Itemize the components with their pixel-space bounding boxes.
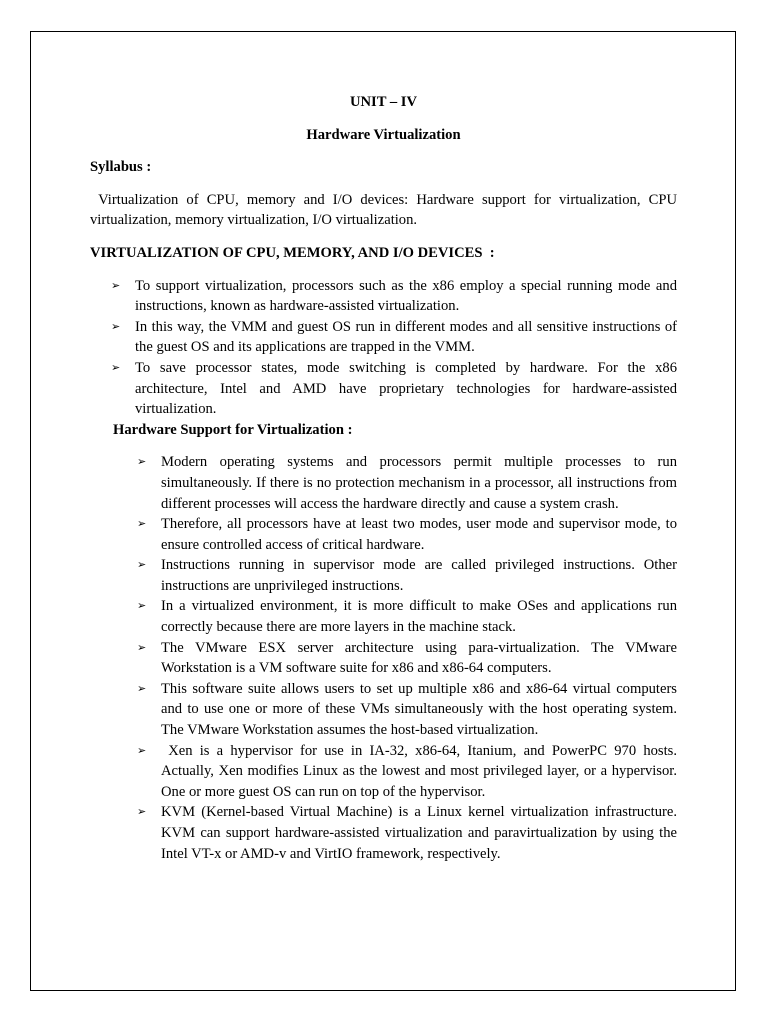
- list-item: ➢ Instructions running in supervisor mode are called privileged instructions. Other instructions are unprivileged instructions.: [137, 557, 677, 594]
- syllabus-label: Syllabus :: [90, 159, 152, 176]
- list-item: ➢ In a virtualized environment, it is more difficult to make OSes and applications run correctly because there are more layers in the machine stack.: [137, 598, 677, 636]
- hardware-support-bullet-list: [90, 452, 681, 864]
- arrowhead-bullet-icon: ➢: [111, 360, 121, 374]
- list-item: ➢ The VMware ESX server architecture using para-virtualization. The VMware Workstation is a VM software suite for x86 and x86-64 computers.: [137, 639, 677, 677]
- unit-title: UNIT – IV: [349, 94, 418, 110]
- arrowhead-bullet-icon: ➢: [137, 455, 147, 469]
- list-item: ➢ To support virtualization, processors such as the x86 employ a special running mode and instructions, known as hardware-assisted virtualization.: [111, 277, 677, 315]
- section-heading: VIRTUALIZATION OF CPU, MEMORY, AND I/O DEVICES :: [90, 244, 495, 261]
- arrowhead-bullet-icon: ➢: [137, 599, 147, 613]
- arrowhead-bullet-icon: ➢: [137, 681, 147, 695]
- list-item: ➢ Xen is a hypervisor for use in IA-32, x86-64, Itanium, and PowerPC 970 hosts. Actually, Xen modifies Linux as the lowest and most privileged layer, or a hypervisor. One or more guest OS can run on top of the hypervisor.: [137, 742, 681, 800]
- hardware-support-heading: Hardware Support for Virtualization :: [113, 421, 353, 438]
- list-item: ➢ Therefore, all processors have at least two modes, user mode and supervisor mode, to ensure controlled access of critical hardware.: [137, 516, 677, 553]
- syllabus-text: Virtualization of CPU, memory and I/O devices: Hardware support for virtualization, CPU virtualization, memory virtualization, I/O virtualization.: [90, 191, 681, 229]
- document-body: [90, 92, 681, 864]
- arrowhead-bullet-icon: ➢: [137, 743, 147, 757]
- list-item: ➢ To save processor states, mode switching is completed by hardware. For the x86 architecture, Intel and AMD have proprietary technologies for hardware-assisted virtualization.: [111, 359, 677, 418]
- list-item: ➢ In this way, the VMM and guest OS run in different modes and all sensitive instructions of the guest OS and its applications are trapped in the VMM.: [111, 318, 677, 356]
- arrowhead-bullet-icon: ➢: [111, 319, 121, 333]
- arrowhead-bullet-icon: ➢: [137, 558, 147, 572]
- arrowhead-bullet-icon: ➢: [111, 278, 121, 292]
- arrowhead-bullet-icon: ➢: [137, 805, 147, 819]
- list-item: ➢ This software suite allows users to set up multiple x86 and x86-64 virtual computers and to use one or more of these VMs simultaneously with the host operating system. The VMware Workstation assumes the host-based virtualization.: [137, 680, 677, 739]
- list-item: ➢ KVM (Kernel-based Virtual Machine) is a Linux kernel virtualization infrastructure. KVM can support hardware-assisted virtualization and paravirtualization by using the Intel VT-x or AMD-v and VirtIO framework, respectively.: [137, 804, 677, 862]
- section-bullet-list: [90, 276, 677, 420]
- arrowhead-bullet-icon: ➢: [137, 517, 147, 531]
- list-item: ➢ Modern operating systems and processors permit multiple processes to run simultaneously. If there is no protection mechanism in a processor, all instructions from different processes will access the hardware directly and cause a system crash.: [137, 454, 677, 512]
- page-subtitle: Hardware Virtualization: [306, 126, 461, 143]
- arrowhead-bullet-icon: ➢: [137, 640, 147, 654]
